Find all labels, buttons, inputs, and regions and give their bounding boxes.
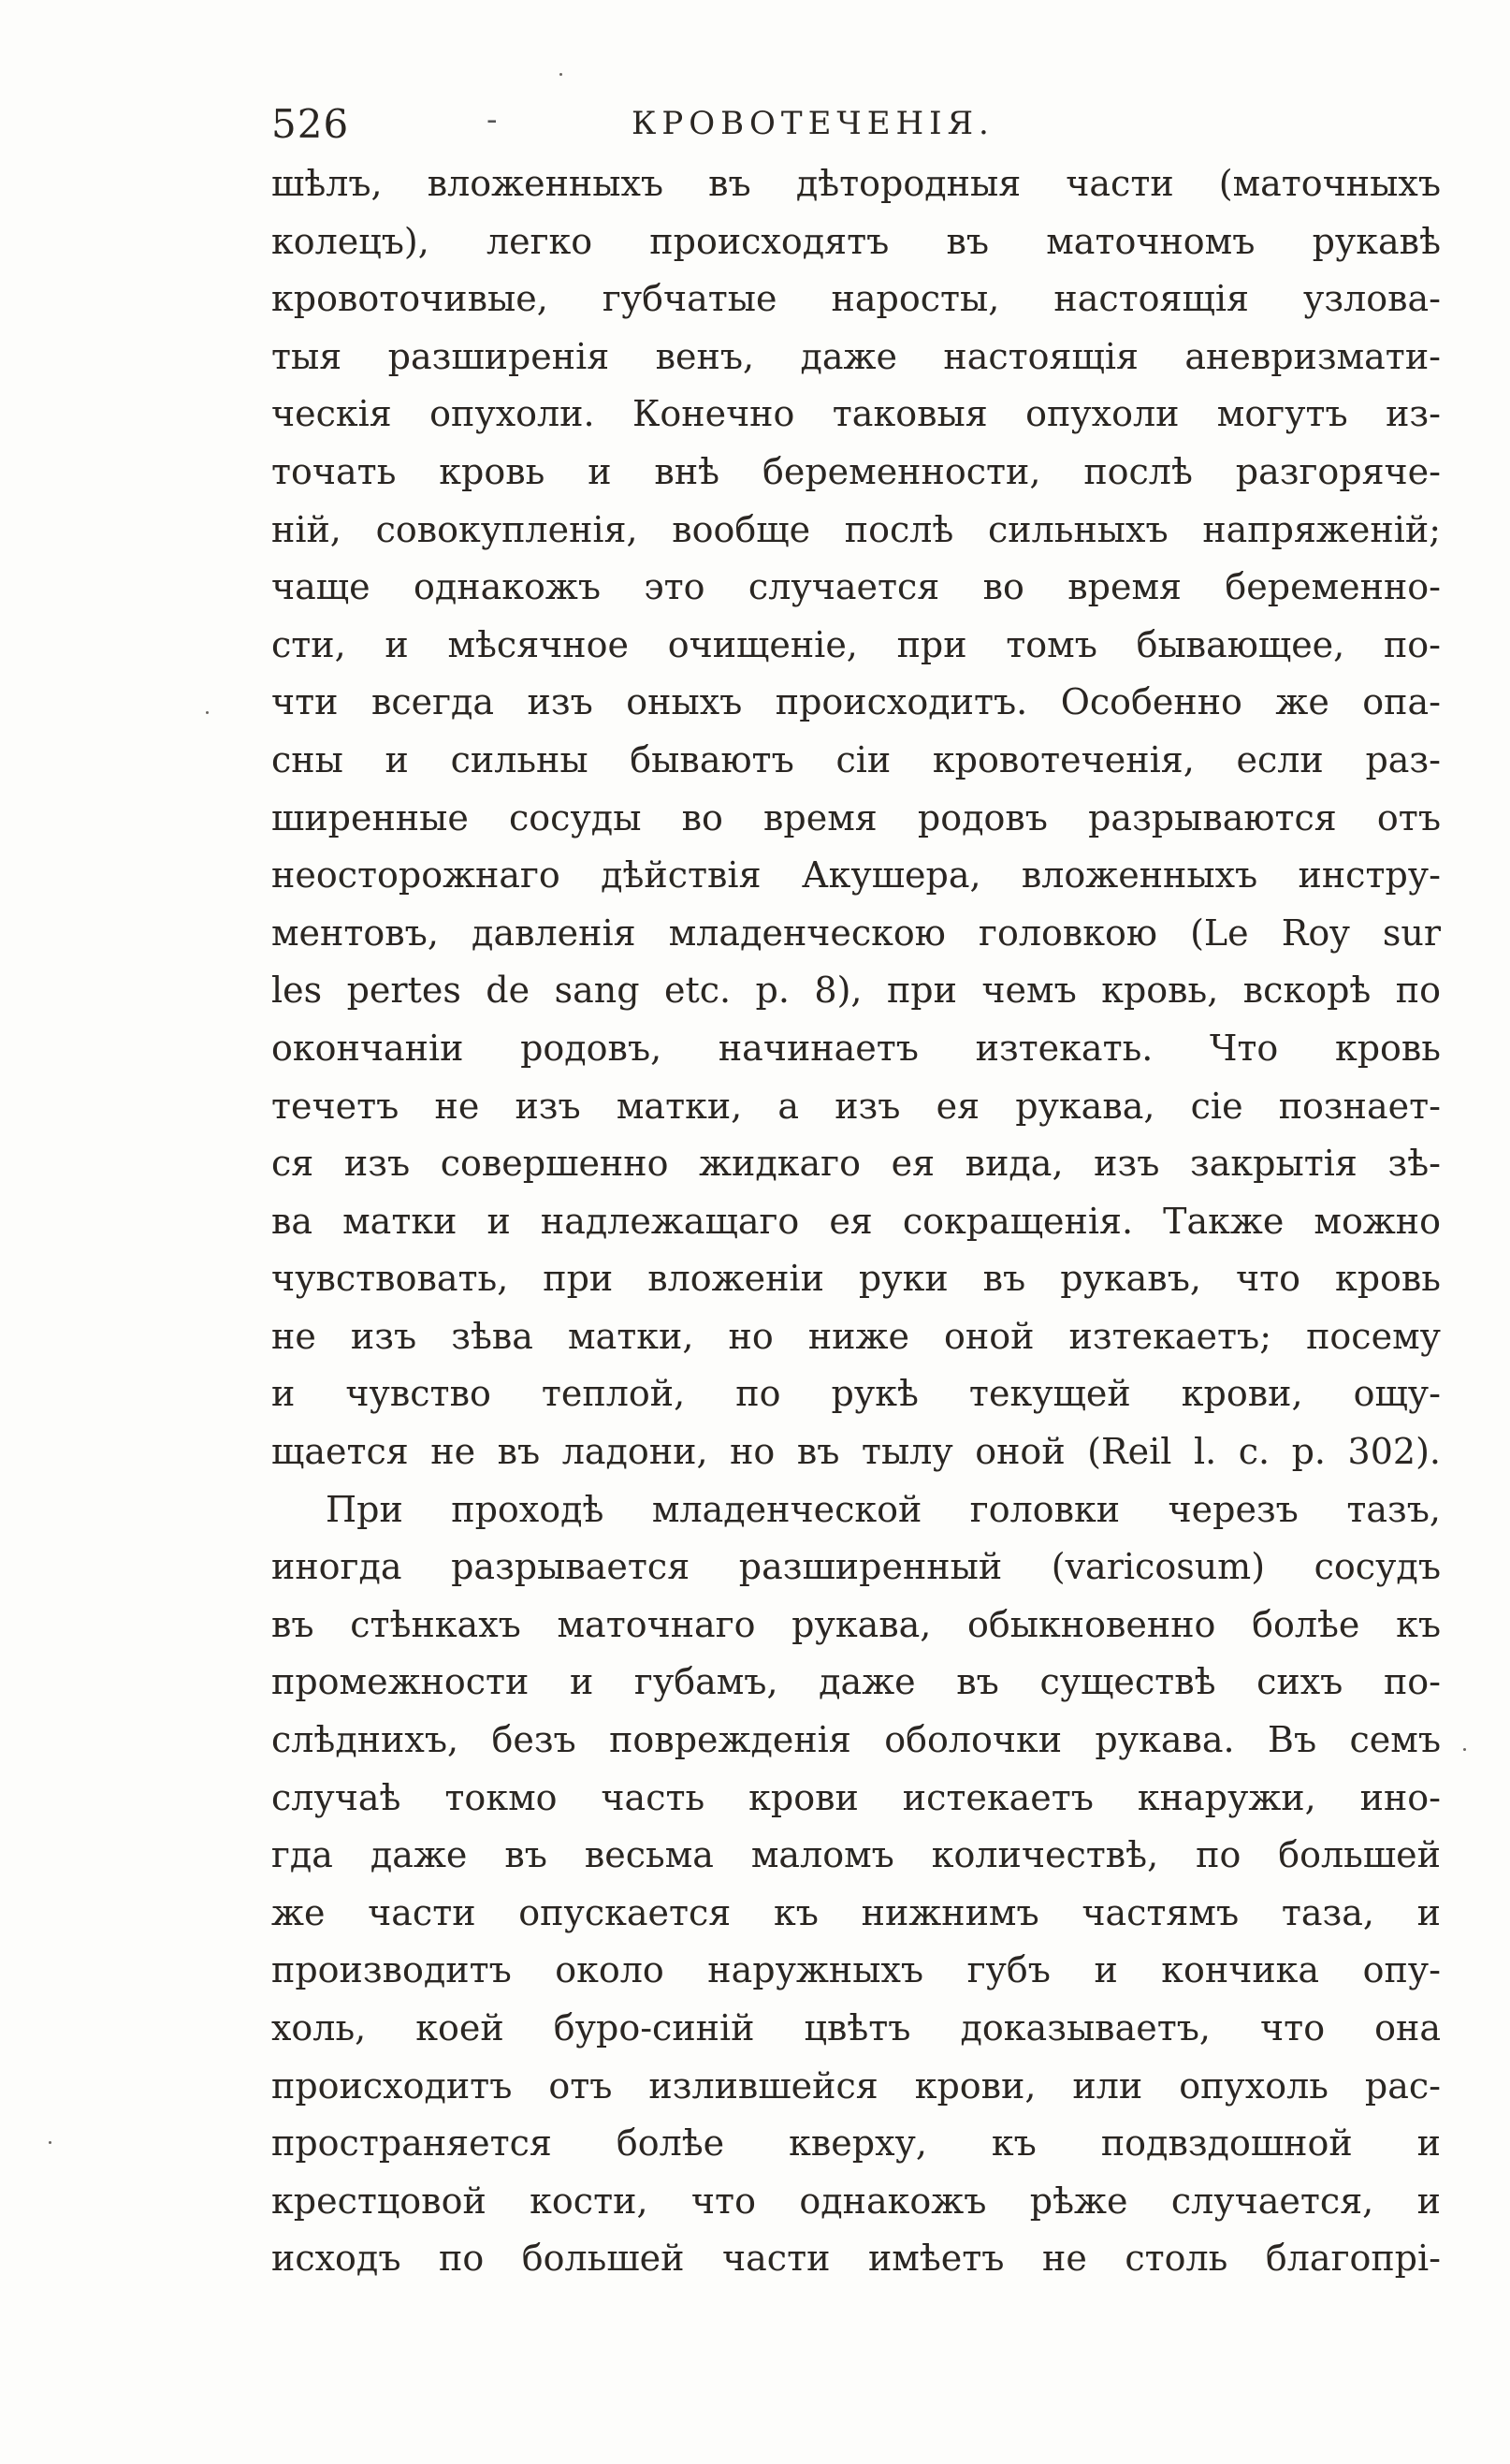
text-line: чаще однакожъ это случается во время беременно- [271, 566, 1441, 608]
text-line: точать кровь и внѣ беременности, послѣ разгоряче- [271, 450, 1441, 492]
page-number: 526 [271, 101, 350, 147]
text-line: чти всегда изъ оныхъ происходитъ. Особенно же опа- [271, 681, 1441, 723]
text-line: окончаніи родовъ, начинаетъ изтекать. Что кровь [271, 1027, 1441, 1069]
paper-speck [1463, 1748, 1466, 1751]
text-line: же части опускается къ нижнимъ частямъ таза, и [271, 1891, 1441, 1933]
paper-speck [49, 2141, 51, 2144]
text-line: промежности и губамъ, даже въ существѣ сихъ по- [271, 1661, 1441, 1703]
text-line: крестцовой кости, что однакожъ рѣже случается, и [271, 2180, 1441, 2222]
text-line: слѣднихъ, безъ поврежденія оболочки рукава. Въ семъ [271, 1719, 1441, 1761]
text-line: случаѣ токмо часть крови истекаетъ кнаружи, ино- [271, 1776, 1441, 1818]
text-line: ся изъ совершенно жидкаго ея вида, изъ закрытія зѣ- [271, 1143, 1441, 1185]
text-line: чувствовать, при вложеніи руки въ рукавъ, что кровь [271, 1258, 1441, 1300]
text-line: гда даже въ весьма маломъ количествѣ, по большей [271, 1834, 1441, 1876]
text-line: неосторожнаго дѣйствія Акушера, вложенныхъ инстру- [271, 854, 1441, 897]
text-line: производитъ около наружныхъ губъ и кончика опу- [271, 1949, 1441, 1991]
text-line: не изъ зѣва матки, но ниже оной изтекаетъ; посему [271, 1315, 1441, 1357]
text-line: ширенные сосуды во время родовъ разрываются отъ [271, 796, 1441, 838]
paper-speck [559, 73, 562, 76]
text-line: сти, и мѣсячное очищеніе, при томъ бывающее, по- [271, 623, 1441, 665]
text-line: происходитъ отъ излившейся крови, или опухоль рас- [271, 2064, 1441, 2107]
text-line: тыя разширенія венъ, даже настоящія аневризмати- [271, 335, 1441, 377]
text-line: пространяется болѣе кверху, къ подвздошной и [271, 2122, 1441, 2165]
running-title: КРОВОТЕЧЕНІЯ. [632, 105, 995, 142]
text-line: сны и сильны бываютъ сіи кровотеченія, если раз- [271, 738, 1441, 780]
text-line: шѣлъ, вложенныхъ въ дѣтородныя части (маточныхъ [271, 163, 1441, 204]
text-line: холь, коей буро-синій цвѣтъ доказываетъ, что она [271, 2007, 1441, 2048]
page-header [271, 101, 1010, 157]
text-line: иногда разрывается разширенный (varicosum) сосудъ [271, 1546, 1441, 1588]
text-line: въ стѣнкахъ маточнаго рукава, обыкновенно болѣе къ [271, 1603, 1441, 1645]
text-line: ва матки и надлежащаго ея сокращенія. Также можно [271, 1200, 1441, 1242]
text-line: колецъ), легко происходятъ въ маточномъ рукавѣ [271, 220, 1441, 262]
paper-speck [206, 711, 209, 714]
text-line: ментовъ, давленія младенческою головкою (Le Roy sur [271, 911, 1441, 954]
text-line: ческія опухоли. Конечно таковыя опухоли могутъ из- [271, 393, 1441, 435]
text-line: течетъ не изъ матки, а изъ ея рукава, сіе познает- [271, 1085, 1441, 1127]
paragraph-start-line: При проходѣ младенческой головки черезъ тазъ, [326, 1488, 1441, 1530]
header-dash: - [486, 101, 498, 139]
text-line: исходъ по большей части имѣетъ не столь благопрі- [271, 2238, 1441, 2280]
text-line: щается не въ ладони, но въ тылу оной (Reil l. c. p. 302). [271, 1431, 1441, 1473]
text-line: ній, совокупленія, вообще послѣ сильныхъ напряженій; [271, 508, 1441, 550]
body-text [271, 155, 1441, 2288]
text-line: и чувство теплой, по рукѣ текущей крови, ощу- [271, 1373, 1441, 1415]
text-line: les pertes de sang etc. p. 8), при чемъ кровь, вскорѣ по [271, 970, 1441, 1012]
text-line: кровоточивые, губчатые наросты, настоящія узлова- [271, 278, 1441, 320]
